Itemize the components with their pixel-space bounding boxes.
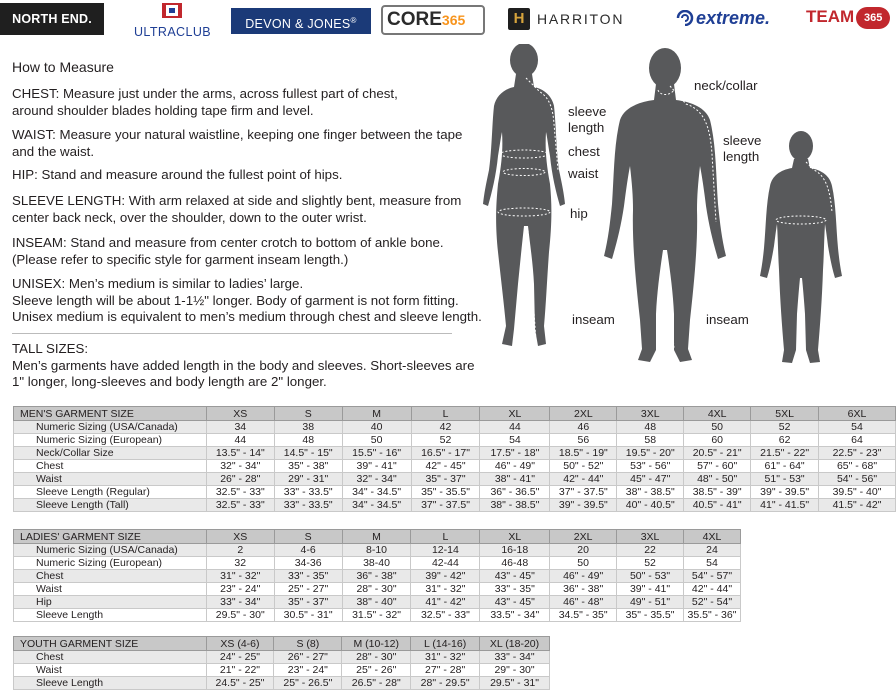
ultraclub-wordmark: ULTRACLUB [134, 25, 211, 39]
table-cell: 34" - 34.5" [342, 499, 411, 512]
table-cell: 24.5" - 25" [206, 677, 274, 690]
table-cell: 38" - 38.5" [617, 486, 684, 499]
row-label: Sleeve Length [14, 677, 207, 690]
table-cell: 21.5" - 22" [751, 447, 819, 460]
table-cell: 42 [411, 421, 480, 434]
size-header: XS [206, 530, 274, 544]
team-wordmark: TEAM [806, 7, 855, 26]
table-cell: 37" - 37.5" [411, 499, 480, 512]
table-cell: 51" - 53" [751, 473, 819, 486]
table-cell: 56 [550, 434, 617, 447]
table-cell: 8-10 [342, 544, 411, 557]
core-wordmark: CORE [387, 9, 442, 30]
row-label: Numeric Sizing (USA/Canada) [14, 544, 207, 557]
table-cell: 35" - 38" [274, 460, 342, 473]
table-cell: 29.5" - 31" [480, 677, 550, 690]
table-cell: 64 [819, 434, 896, 447]
table-cell: 34" - 34.5" [342, 486, 411, 499]
sleeve-instruction [12, 193, 461, 226]
table-cell: 32.5" - 33" [411, 609, 480, 622]
table-cell: 16.5" - 17" [411, 447, 480, 460]
harriton-h-icon: H [508, 8, 530, 30]
table-row [14, 421, 896, 434]
table-cell: 25" - 26.5" [274, 677, 342, 690]
table-row [14, 447, 896, 460]
table-cell: 54 [683, 557, 740, 570]
hip-instruction [12, 167, 342, 184]
row-label: Neck/Collar Size [14, 447, 207, 460]
man-neck-collar-label: neck/collar [694, 78, 758, 93]
table-cell: 46" - 49" [480, 460, 550, 473]
table-cell: 50" - 52" [550, 460, 617, 473]
table-cell: 31" - 32" [411, 583, 480, 596]
tall-line: Men’s garments have added length in the body and sleeves. Short-sleeves are [12, 357, 475, 373]
table-cell: 38 [274, 421, 342, 434]
row-label: Sleeve Length (Tall) [14, 499, 207, 512]
table-cell: 33" - 34" [480, 651, 550, 664]
youth-table-title: YOUTH GARMENT SIZE [14, 637, 207, 651]
size-header: S [274, 530, 342, 544]
table-row [14, 651, 550, 664]
table-cell: 28" - 30" [342, 651, 411, 664]
table-row [14, 557, 741, 570]
table-row [14, 609, 741, 622]
table-cell: 23" - 24" [206, 583, 274, 596]
extreme-wordmark: extreme. [696, 8, 771, 28]
tall-line: 1" longer, long-sleeves and body length are 2" longer. [12, 374, 327, 389]
table-cell: 54 [819, 421, 896, 434]
size-header: 2XL [550, 530, 617, 544]
measurement-figures [480, 44, 896, 374]
table-cell: 54 [480, 434, 550, 447]
table-cell: 33" - 33.5" [274, 486, 342, 499]
table-cell: 32" - 34" [206, 460, 274, 473]
table-cell: 14.5" - 15" [274, 447, 342, 460]
table-cell: 52 [751, 421, 819, 434]
unisex-line: UNISEX: Men’s medium is similar to ladies’ large. [12, 276, 304, 291]
size-header: XL [480, 530, 550, 544]
ladies-size-table [13, 529, 741, 622]
table-cell: 36" - 38" [550, 583, 617, 596]
table-cell: 29" - 30" [480, 664, 550, 677]
row-label: Chest [14, 570, 207, 583]
table-cell: 40 [342, 421, 411, 434]
inseam-instruction [12, 235, 444, 268]
table-cell: 24" - 25" [206, 651, 274, 664]
core-number: 365 [441, 12, 466, 28]
table-cell: 46 [550, 421, 617, 434]
table-cell: 54" - 57" [683, 570, 740, 583]
table-cell: 25" - 27" [274, 583, 342, 596]
size-header: XL (18-20) [480, 637, 550, 651]
table-cell: 48 [617, 421, 684, 434]
woman-hip-label: hip [570, 206, 588, 221]
table-cell: 50 [550, 557, 617, 570]
size-header: XL [480, 407, 550, 421]
chest-line: around shoulder blades holding tape firm and level. [12, 102, 314, 118]
table-cell: 44 [480, 421, 550, 434]
table-cell: 39" - 41" [342, 460, 411, 473]
table-row [14, 583, 741, 596]
size-header: M [342, 407, 411, 421]
table-cell: 33" - 35" [274, 570, 342, 583]
table-cell: 39" - 39.5" [751, 486, 819, 499]
label-line: length [568, 120, 605, 135]
table-row [14, 434, 896, 447]
core365-logo [381, 5, 485, 35]
size-header: 4XL [684, 407, 751, 421]
row-label: Numeric Sizing (European) [14, 557, 207, 570]
ladies-table-title: LADIES' GARMENT SIZE [14, 530, 207, 544]
table-cell: 26.5" - 28" [342, 677, 411, 690]
size-header: L [411, 530, 480, 544]
table-cell: 35.5" - 36" [683, 609, 740, 622]
table-cell: 36" - 36.5" [480, 486, 550, 499]
body-silhouettes [480, 44, 896, 374]
table-cell: 28" - 29.5" [411, 677, 480, 690]
table-cell: 34 [206, 421, 274, 434]
row-label: Chest [14, 460, 207, 473]
table-cell: 38-40 [342, 557, 411, 570]
row-label: Waist [14, 664, 207, 677]
size-header: XS [206, 407, 274, 421]
chest-instruction [12, 86, 398, 119]
table-cell: 48 [274, 434, 342, 447]
table-cell: 41" - 42" [411, 596, 480, 609]
table-cell: 61" - 64" [751, 460, 819, 473]
table-cell: 44 [206, 434, 274, 447]
table-cell: 16-18 [480, 544, 550, 557]
row-label: Sleeve Length [14, 609, 207, 622]
table-cell: 13.5" - 14" [206, 447, 274, 460]
table-cell: 23" - 24" [274, 664, 342, 677]
table-cell: 50" - 53" [617, 570, 684, 583]
mens-table-title: MEN'S GARMENT SIZE [14, 407, 207, 421]
table-cell: 39" - 39.5" [550, 499, 617, 512]
row-label: Chest [14, 651, 207, 664]
table-cell: 40" - 40.5" [617, 499, 684, 512]
table-cell: 37" - 37.5" [550, 486, 617, 499]
table-cell: 35" - 35.5" [411, 486, 480, 499]
table-cell: 2 [206, 544, 274, 557]
harriton-logo [508, 8, 658, 30]
table-cell: 41" - 41.5" [751, 499, 819, 512]
table-cell: 36" - 38" [342, 570, 411, 583]
table-cell: 49" - 51" [617, 596, 684, 609]
table-cell: 34-36 [274, 557, 342, 570]
table-cell: 52 [411, 434, 480, 447]
table-cell: 35" - 35.5" [617, 609, 684, 622]
table-cell: 32.5" - 33" [206, 499, 274, 512]
table-cell: 50 [684, 421, 751, 434]
table-row [14, 499, 896, 512]
table-cell: 31.5" - 32" [342, 609, 411, 622]
mens-size-table [13, 406, 896, 512]
table-cell: 20.5" - 21" [684, 447, 751, 460]
table-cell: 26" - 27" [274, 651, 342, 664]
table-row [14, 664, 550, 677]
child-figure [760, 131, 842, 363]
sleeve-line: SLEEVE LENGTH: With arm relaxed at side and slightly bent, measure from [12, 193, 462, 208]
table-row [14, 473, 896, 486]
unisex-line: Sleeve length will be about 1-1½" longer. Body of garment is not form fitting. [12, 292, 459, 308]
table-cell: 25" - 26" [342, 664, 411, 677]
table-cell: 32" - 34" [342, 473, 411, 486]
man-inseam-label: inseam [706, 312, 749, 327]
unisex-instruction [12, 276, 482, 326]
table-cell: 38" - 41" [480, 473, 550, 486]
table-cell: 52" - 54" [683, 596, 740, 609]
table-row [14, 486, 896, 499]
size-header: 2XL [550, 407, 617, 421]
size-header: 5XL [751, 407, 819, 421]
table-cell: 39" - 42" [411, 570, 480, 583]
woman-sleeve-length-label [568, 104, 606, 136]
tall-line: TALL SIZES: [12, 341, 89, 356]
table-cell: 57" - 60" [684, 460, 751, 473]
swirl-icon [676, 10, 694, 26]
table-cell: 18.5" - 19" [550, 447, 617, 460]
waist-instruction [12, 127, 462, 160]
table-row [14, 544, 741, 557]
how-to-measure-title: How to Measure [12, 59, 114, 75]
hip-line: HIP: Stand and measure around the fullest point of hips. [12, 167, 343, 182]
table-cell: 28" - 30" [342, 583, 411, 596]
waist-line: WAIST: Measure your natural waistline, keeping one finger between the tape [12, 127, 463, 142]
man-sleeve-length-label [723, 133, 761, 165]
size-header: M (10-12) [342, 637, 411, 651]
table-cell: 31" - 32" [411, 651, 480, 664]
size-header: XS (4-6) [206, 637, 274, 651]
table-cell: 30.5" - 31" [274, 609, 342, 622]
row-label: Sleeve Length (Regular) [14, 486, 207, 499]
extreme-logo [676, 6, 794, 30]
woman-figure [483, 44, 565, 346]
table-cell: 42-44 [411, 557, 480, 570]
team365-logo [806, 5, 894, 29]
table-cell: 45" - 47" [617, 473, 684, 486]
table-cell: 42" - 44" [683, 583, 740, 596]
table-cell: 50 [342, 434, 411, 447]
table-cell: 26" - 28" [206, 473, 274, 486]
table-cell: 19.5" - 20" [617, 447, 684, 460]
team-number-badge: 365 [856, 7, 890, 29]
row-label: Numeric Sizing (European) [14, 434, 207, 447]
youth-size-table [13, 636, 550, 690]
table-row [14, 677, 550, 690]
label-line: length [723, 149, 760, 164]
table-cell: 24 [683, 544, 740, 557]
table-cell: 42" - 44" [550, 473, 617, 486]
table-cell: 32 [206, 557, 274, 570]
north-end-logo: NORTH END. [0, 3, 104, 35]
size-header: M [342, 530, 411, 544]
table-cell: 46-48 [480, 557, 550, 570]
devon-jones-logo [231, 8, 371, 34]
table-cell: 38.5" - 39" [684, 486, 751, 499]
table-cell: 35" - 37" [411, 473, 480, 486]
flag-icon [162, 3, 182, 18]
chest-line: CHEST: Measure just under the arms, across fullest part of chest, [12, 86, 398, 101]
woman-inseam-label: inseam [572, 312, 615, 327]
row-label: Waist [14, 473, 207, 486]
table-cell: 39.5" - 40" [819, 486, 896, 499]
table-cell: 62 [751, 434, 819, 447]
table-cell: 46" - 49" [550, 570, 617, 583]
size-header: 6XL [819, 407, 896, 421]
table-cell: 33" - 34" [206, 596, 274, 609]
table-cell: 53" - 56" [617, 460, 684, 473]
registered-mark: ® [350, 16, 357, 25]
size-header: L (14-16) [411, 637, 480, 651]
size-header: 4XL [683, 530, 740, 544]
table-cell: 43" - 45" [480, 596, 550, 609]
table-cell: 20 [550, 544, 617, 557]
size-header: S [274, 407, 342, 421]
table-cell: 58 [617, 434, 684, 447]
table-cell: 29" - 31" [274, 473, 342, 486]
table-cell: 40.5" - 41" [684, 499, 751, 512]
table-cell: 46" - 48" [550, 596, 617, 609]
table-cell: 52 [617, 557, 684, 570]
table-cell: 48" - 50" [684, 473, 751, 486]
table-cell: 29.5" - 30" [206, 609, 274, 622]
table-cell: 43" - 45" [480, 570, 550, 583]
table-cell: 38" - 38.5" [480, 499, 550, 512]
table-cell: 4-6 [274, 544, 342, 557]
table-cell: 31" - 32" [206, 570, 274, 583]
sleeve-line: center back neck, over the shoulder, down to the outer wrist. [12, 209, 367, 225]
ultraclub-logo [122, 3, 223, 39]
table-cell: 17.5" - 18" [480, 447, 550, 460]
table-row [14, 596, 741, 609]
table-row [14, 460, 896, 473]
table-cell: 15.5" - 16" [342, 447, 411, 460]
table-cell: 65" - 68" [819, 460, 896, 473]
row-label: Waist [14, 583, 207, 596]
size-header: S (8) [274, 637, 342, 651]
row-label: Numeric Sizing (USA/Canada) [14, 421, 207, 434]
table-cell: 54" - 56" [819, 473, 896, 486]
devon-jones-wordmark: DEVON & JONES [245, 17, 351, 32]
table-cell: 34.5" - 35" [550, 609, 617, 622]
table-cell: 39" - 41" [617, 583, 684, 596]
table-cell: 32.5" - 33" [206, 486, 274, 499]
table-cell: 33" - 35" [480, 583, 550, 596]
label-line: sleeve [568, 104, 607, 119]
size-header: 3XL [617, 407, 684, 421]
size-header: L [411, 407, 480, 421]
row-label: Hip [14, 596, 207, 609]
woman-chest-label: chest [568, 144, 600, 159]
table-cell: 27" - 28" [411, 664, 480, 677]
inseam-line: INSEAM: Stand and measure from center crotch to bottom of ankle bone. [12, 235, 444, 250]
table-cell: 35" - 37" [274, 596, 342, 609]
unisex-line: Unisex medium is equivalent to men’s medium through chest and sleeve length. [12, 309, 482, 324]
inseam-line: (Please refer to specific style for garment inseam length.) [12, 251, 349, 267]
section-divider [12, 333, 452, 334]
label-line: sleeve [723, 133, 762, 148]
tall-sizes-instruction [12, 341, 474, 391]
table-cell: 60 [684, 434, 751, 447]
table-row [14, 570, 741, 583]
table-cell: 42" - 45" [411, 460, 480, 473]
table-cell: 12-14 [411, 544, 480, 557]
harriton-wordmark: HARRITON [537, 11, 625, 27]
table-cell: 38" - 40" [342, 596, 411, 609]
size-header: 3XL [617, 530, 684, 544]
waist-line: and the waist. [12, 143, 95, 159]
table-cell: 33.5" - 34" [480, 609, 550, 622]
table-cell: 22.5" - 23" [819, 447, 896, 460]
table-cell: 41.5" - 42" [819, 499, 896, 512]
table-cell: 21" - 22" [206, 664, 274, 677]
woman-waist-label: waist [568, 166, 599, 181]
table-cell: 22 [617, 544, 684, 557]
table-cell: 33" - 33.5" [274, 499, 342, 512]
